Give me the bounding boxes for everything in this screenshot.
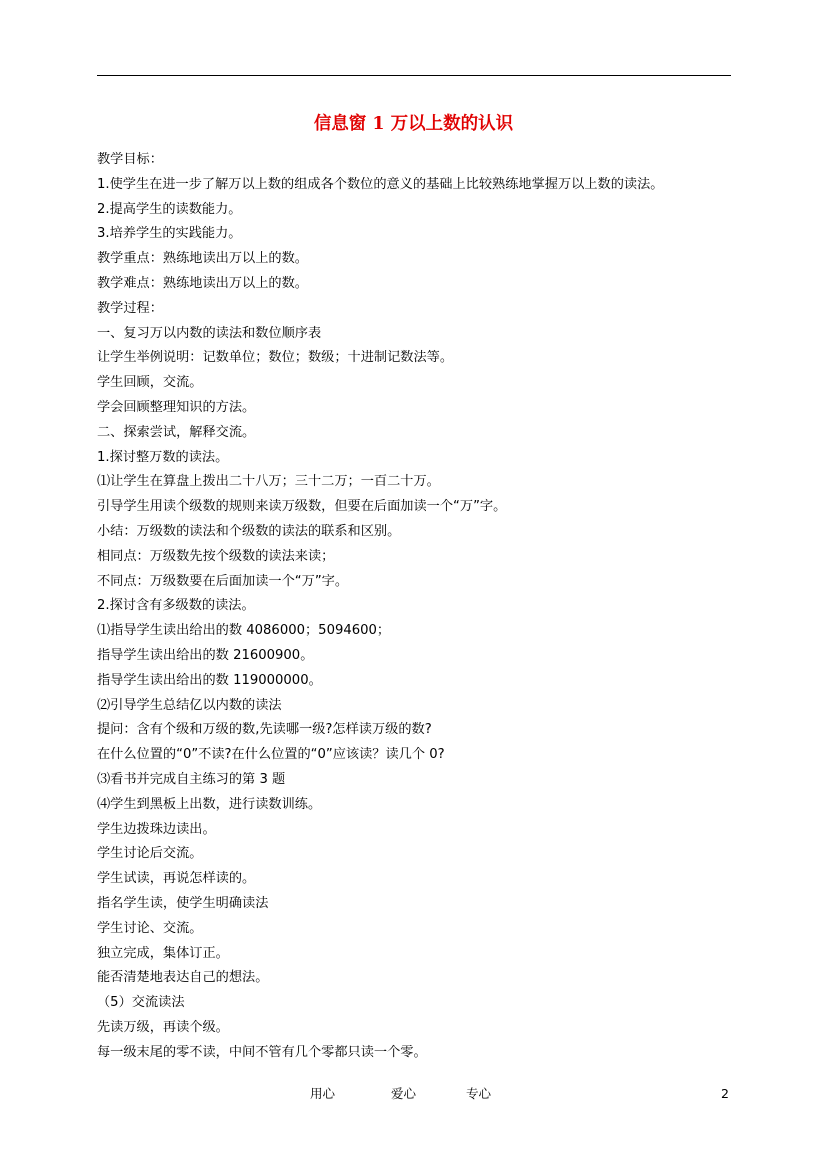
text-line: 独立完成，集体订正。 — [97, 945, 229, 961]
text-line: 每一级末尾的零不读，中间不管有几个零都只读一个零。 — [97, 1044, 427, 1060]
text-line: 2.提高学生的读数能力。 — [97, 201, 242, 217]
text-line: 学生讨论、交流。 — [97, 920, 203, 936]
text-line: 1.探讨整万数的读法。 — [97, 449, 229, 465]
text-line: 提问：含有个级和万级的数,先读哪一级?怎样读万级的数? — [97, 722, 432, 738]
text-line: 学会回顾整理知识的方法。 — [97, 399, 256, 415]
text-line: 指名学生读，使学生明确读法 — [97, 895, 269, 911]
text-line: 教学重点：熟练地读出万以上的数。 — [97, 251, 308, 267]
text-line: 指导学生读出给出的数 21600900。 — [97, 647, 314, 663]
text-line: 先读万级，再读个级。 — [97, 1019, 229, 1035]
text-line: 教学难点：熟练地读出万以上的数。 — [97, 275, 308, 291]
footer-item-aixin: 爱心 — [391, 1086, 417, 1101]
text-line: ⑵引导学生总结亿以内数的读法 — [97, 697, 282, 713]
text-line: 3.培养学生的实践能力。 — [97, 226, 242, 242]
text-line: 不同点：万级数要在后面加读一个“万”字。 — [97, 573, 349, 589]
text-line: 引导学生用读个级数的规则来读万级数，但要在后面加读一个“万”字。 — [97, 499, 507, 515]
text-line: 指导学生读出给出的数 119000000。 — [97, 672, 322, 688]
text-line: ⑴指导学生读出给出的数 4086000；5094600； — [97, 623, 391, 639]
text-line: ⑷学生到黑板上出数，进行读数训练。 — [97, 796, 322, 812]
text-line: 让学生举例说明：记数单位；数位；数级；十进制记数法等。 — [97, 350, 454, 366]
text-line: 相同点：万级数先按个级数的读法来读； — [97, 548, 335, 564]
text-line: 学生试读，再说怎样读的。 — [97, 871, 256, 887]
text-line: 二、探索尝试，解释交流。 — [97, 424, 256, 440]
text-line: ⑴让学生在算盘上拨出二十八万；三十二万；一百二十万。 — [97, 474, 440, 490]
text-line: 在什么位置的“0”不读?在什么位置的“0”应该读？读几个 0? — [97, 747, 445, 763]
page-number: 2 — [721, 1086, 729, 1101]
text-line: 教学目标： — [97, 152, 163, 167]
text-line: 学生边拨珠边读出。 — [97, 821, 216, 837]
text-line: 2.探讨含有多级数的读法。 — [97, 598, 255, 614]
page-footer — [0, 1084, 827, 1104]
header-rule — [97, 75, 731, 76]
footer-item-yongxin: 用心 — [310, 1086, 336, 1101]
text-line: ⑶看书并完成自主练习的第 3 题 — [97, 771, 286, 787]
document-body — [97, 148, 737, 1065]
document-title: 信息窗 1 万以上数的认识 — [313, 114, 514, 134]
text-line: 小结：万级数的读法和个级数的读法的联系和区别。 — [97, 523, 401, 539]
text-line: 教学过程： — [97, 300, 163, 316]
text-line: （5）交流读法 — [97, 995, 185, 1011]
text-line: 一、复习万以内数的读法和数位顺序表 — [97, 325, 322, 341]
text-line: 学生回顾，交流。 — [97, 375, 203, 391]
text-line: 能否清楚地表达自己的想法。 — [97, 970, 269, 986]
text-line: 1.使学生在进一步了解万以上数的组成各个数位的意义的基础上比较熟练地掌握万以上数的读法。 — [97, 176, 664, 192]
footer-item-zhuanxin: 专心 — [466, 1086, 492, 1101]
text-line: 学生讨论后交流。 — [97, 846, 203, 862]
